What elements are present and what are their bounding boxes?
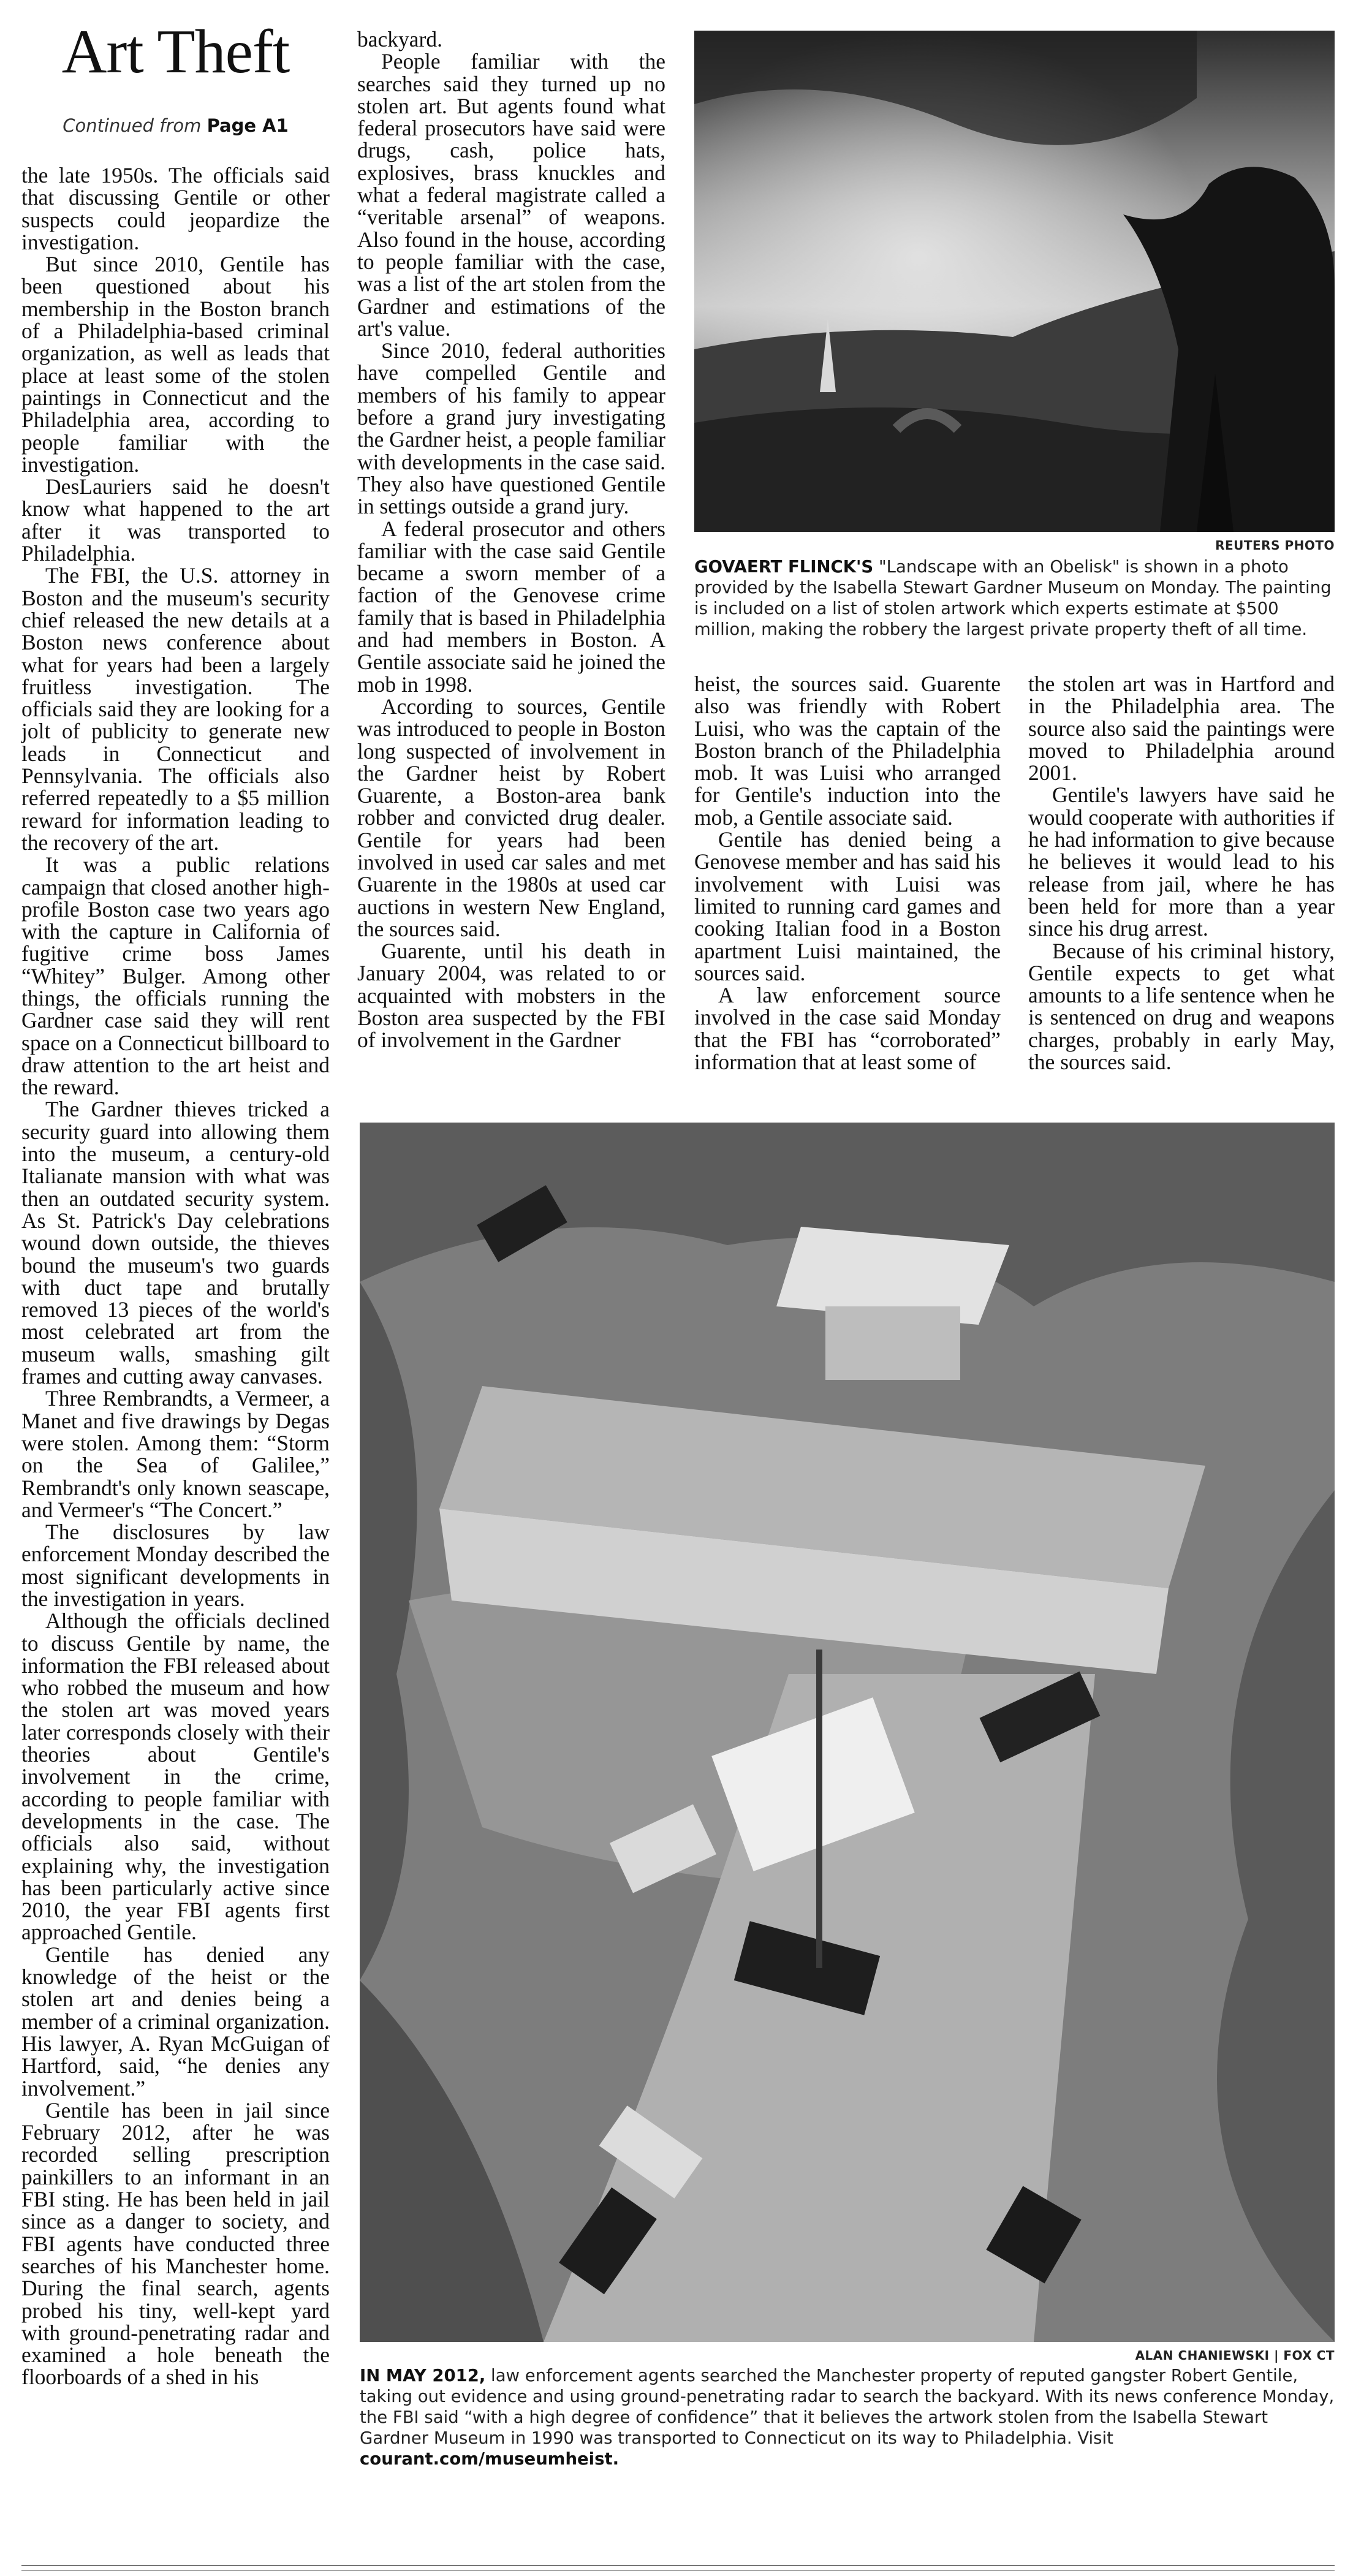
paragraph: A law enforcement source involved in the case said Monday that the FBI has “corroborated” information that at least some of	[694, 983, 1001, 1075]
paragraph: Gentile has been in jail since February 2012, after he was recorded selling prescription painkillers to an informant in an FBI sting. He has been held in jail since as a danger to society, and FBI agents have conducted three searches of his Manchester home. During the final search, agents probed his tiny, well-kept yard with ground-penetrating radar and examined a hole beneath the floorboards of a shed in his	[21, 2097, 330, 2390]
article-column-4	[1028, 673, 1335, 1073]
paragraph: Because of his criminal history, Gentile expects to get what amounts to a life sentence when he is sentenced on drug and weapons charges, probably in early May, the sources said.	[1028, 938, 1335, 1075]
caption-text: law enforcement agents searched the Manchester property of reputed gangster Robert Gentile, taking out evidence and using ground-penetrating radar to search the backyard. With its news conference Monday, the FBI said “with a high degree of confidence” that it believes the artwork stolen from the Isabella Stewart Gardner Museum in 1990 was transported to Connecticut on its way to Philadelphia. Visit	[360, 2366, 1335, 2448]
paragraph: People familiar with the searches said they turned up no stolen art. But agents found what federal prosecutors have said were drugs, cash, police hats, explosives, brass knuckles and what a federal magistrate called a “veritable arsenal” of weapons. Also found in the house, according to people familiar with the case, was a list of the art stolen from the Gardner and estimations of the art's value.	[357, 49, 665, 341]
aerial-house-photo	[360, 1123, 1335, 2342]
headline: Art Theft	[61, 17, 290, 86]
paragraph: The disclosures by law enforcement Monday described the most significant developments in the investigation in years.	[21, 1520, 330, 1611]
photo-credit: ALAN CHANIEWSKI | FOX CT	[1135, 2348, 1335, 2363]
page-bottom-rule	[21, 2565, 1335, 2566]
article-column-3	[694, 673, 1001, 1073]
paragraph: But since 2010, Gentile has been questioned about his membership in the Boston branch of a Philadelphia-based criminal organization, as well as leads that place at least some of the stolen paintings in Connecticut and the Philadelphia area, according to people familiar with the investigation.	[21, 252, 330, 477]
paragraph: The Gardner thieves tricked a security guard into allowing them into the museum, a century-old Italianate mansion with what was then an outdated security system. As St. Patrick's Day celebrations wound down outside, the thieves bound the museum's two guards with duct tape and brutally removed 13 pieces of the world's most celebrated art from the museum walls, smashing gilt frames and cutting away canvases.	[21, 1097, 330, 1389]
caption-lead: IN MAY 2012,	[360, 2366, 486, 2385]
paragraph: Since 2010, federal authorities have compelled Gentile and members of his family to appear before a grand jury investigating the Gardner heist, a people familiar with developments in the case said. They also have questioned Gentile in settings outside a grand jury.	[357, 338, 665, 519]
paragraph: Gentile has denied being a Genovese member and has said his involvement with Luisi was limited to running card games and cooking Italian food in a Boston apartment Luisi maintained, the sources said.	[694, 827, 1001, 985]
paragraph: heist, the sources said. Guarente also was friendly with Robert Luisi, who was the captain of the Boston branch of the Philadelphia mob. It was Luisi who arranged for Gentile's induction into the mob, a Gentile associate said.	[694, 672, 1001, 830]
article-column-2	[357, 28, 665, 1051]
paragraph: Although the officials declined to discuss Gentile by name, the information the FBI released about who robbed the museum and how the stolen art was moved years later corresponds closely with their theories about Gentile's involvement in the crime, according to people familiar with developments in the case. The officials also said, without explaining why, the investigation has been particularly active since 2010, the year FBI agents first approached Gentile.	[21, 1608, 330, 1945]
paragraph: backyard.	[357, 27, 442, 51]
landscape-painting-image	[694, 31, 1335, 532]
caption-text: "Landscape with an Obelisk" is shown in a photo provided by the Isabella Stewart Gardner Museum on Monday. The painting is included on a list of stolen artwork which experts estimate at $500 million, making the robbery the largest private property theft of all time.	[694, 557, 1332, 639]
paragraph: A federal prosecutor and others familiar with the case said Gentile became a sworn member of a faction of the Genovese crime family that is based in Philadelphia and had members in Boston. A Gentile associate said he joined the mob in 1998.	[357, 516, 665, 697]
paragraph: the late 1950s. The officials said that discussing Gentile or other suspects could jeopardize the investigation.	[21, 163, 330, 254]
paragraph: DesLauriers said he doesn't know what happened to the art after it was transported to Philadelphia.	[21, 474, 330, 566]
paragraph: It was a public relations campaign that closed another high-profile Boston case two years ago with the capture in California of fugitive crime boss James “Whitey” Bulger. Among other things, the officials running the Gardner case said they will rent space on a Connecticut billboard to draw attention to the art heist and the reward.	[21, 852, 330, 1100]
painting-photo	[694, 31, 1335, 532]
paragraph: Guarente, until his death in January 2004, was related to or acquainted with mobsters in the Boston area suspected by the FBI of involvement in the Gardner	[357, 939, 665, 1053]
continued-page-link: Page A1	[207, 115, 289, 136]
article-column-1	[21, 164, 330, 2388]
photo-credit: REUTERS PHOTO	[1215, 538, 1335, 553]
continued-from-line	[21, 115, 330, 136]
photo-caption	[360, 2365, 1335, 2469]
paragraph: Gentile has denied any knowledge of the heist or the stolen art and denies being a member of a criminal organization. His lawyer, A. Ryan McGuigan of Hartford, said, “he denies any involvement.”	[21, 1942, 330, 2101]
paragraph: According to sources, Gentile was introduced to people in Boston long suspected of involvement in the Gardner heist by Robert Guarente, a Boston-area bank robber and convicted drug dealer. Gentile for years had been involved in used car sales and met Guarente in the 1980s at used car auctions in western New England, the sources said.	[357, 694, 665, 941]
paragraph: The FBI, the U.S. attorney in Boston and the museum's security chief released the new details at a Boston news conference about what for years had been a largely fruitless investigation. The officials said they are looking for a jolt of publicity to generate new leads in Connecticut and Pennsylvania. The officials also referred repeatedly to a $5 million reward for information leading to the recovery of the art.	[21, 563, 330, 855]
paragraph: Gentile's lawyers have said he would cooperate with authorities if he had information to give because he believes it would lead to his release from jail, where he has been held for more than a year since his drug arrest.	[1028, 782, 1335, 941]
aerial-search-image	[360, 1123, 1335, 2342]
continued-prefix: Continued from	[63, 115, 207, 136]
paragraph: the stolen art was in Hartford and in the Philadelphia area. The source also said the paintings were moved to Philadelphia around 2001.	[1028, 672, 1335, 786]
page-bottom-rule	[21, 2570, 1335, 2571]
caption-web-link[interactable]: courant.com/museumheist.	[360, 2449, 620, 2469]
paragraph: Three Rembrandts, a Vermeer, a Manet and five drawings by Degas were stolen. Among them: “Storm on the Sea of Galilee,” Rembrandt's only known seascape, and Vermeer's “The Concert.”	[21, 1386, 330, 1522]
photo-caption	[694, 556, 1335, 640]
caption-lead: GOVAERT FLINCK'S	[694, 557, 874, 577]
